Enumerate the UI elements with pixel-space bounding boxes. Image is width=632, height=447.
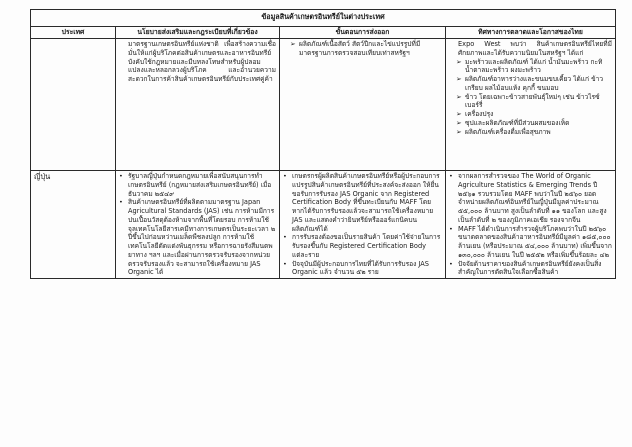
export-cell (280, 39, 446, 171)
list-item (119, 198, 276, 277)
list-item-text: ปัจจัยด้านราคาของสินค้าเกษตรอินทรีย์ยังคงเป็นสิ่งสำคัญในการตัดสินใจเลือกซื้อสินค้า (458, 259, 602, 277)
list-item-text: การรับรองต้องขอเป็นรายสินค้า โดยค่าใช้จ่ายในการรับรองขึ้นกับ Registered Certification Body แต่ละราย (292, 233, 441, 259)
list-item (449, 172, 612, 225)
list-item (449, 128, 612, 137)
list-item-text: มะพร้าวและผลิตภัณฑ์ ได้แก่ น้ำมันมะพร้าว กะทิ น้ำตาลมะพร้าว ผงมะพร้าว (465, 57, 603, 75)
list-item-text: ซุปและผลิตภัณฑ์ที่มีส่วนผสมของเห็ด (465, 118, 570, 127)
export-cell (280, 171, 446, 279)
policy-cell (116, 171, 280, 279)
table-row (31, 171, 616, 279)
trends-cell (446, 39, 616, 171)
export-list (283, 172, 442, 277)
bullet-icon: • (449, 259, 453, 268)
list-item-text: ข้าว โดยเฉพาะข้าวสายพันธุ์ใหม่ๆ เช่น ข้าวไรซ์เบอร์รี่ (465, 92, 600, 110)
list-item-text: รัฐบาลญี่ปุ่นกำหนดกฎหมายเพื่อสนับสนุนการทำเกษตรอินทรีย์ (กฎหมายส่งเสริมเกษตรอินทรีย์) เมื่อธันวาคม ๒๕๔๙ (128, 172, 272, 198)
arrow-bullet-icon: ➢ (456, 75, 462, 84)
list-item (283, 172, 442, 233)
list-item-text: เกษตรกรผู้ผลิตสินค้าเกษตรอินทรีย์หรือผู้ประกอบการแปรรูปสินค้าเกษตรอินทรีย์ที่ประสงค์จะส่งออก ให้ยื่นขอรับการรับรอง JAS Organic จาก Registered Certification Body ที่ขึ้นทะเบียนกับ MAFF โดยหากได้รับการรับรองแล้วจะสามารถใช้เครื่องหมาย JAS และแสดงคำว่ายินทรีย์หรือออร์แกนิคบนผลิตภัณฑ์ได้ (292, 172, 440, 233)
header-export: ขั้นตอนการส่งออก (280, 27, 446, 39)
list-item (449, 225, 612, 260)
arrow-bullet-icon: ➢ (290, 40, 296, 49)
bullet-icon: • (283, 259, 287, 268)
trends-list (449, 58, 612, 137)
bullet-icon: • (283, 233, 287, 242)
list-item (119, 172, 276, 198)
list-item (283, 40, 442, 58)
bullet-icon: • (283, 172, 287, 181)
list-item (449, 119, 612, 128)
list-item-text: สินค้าเกษตรอินทรีย์ที่ผลิตตามมาตรฐาน Japan Agricultural Standards (JAS) เช่น การห้ามมีการปนเปื้อนวัสดุต้องห้ามจากพื้นที่โดยรอบ การห้ามใช้จุลเทคโนโลยีสารเคมีทางการเกษตรเป็นระยะเวลา ๒ ปีขึ้นไปก่อนหว่านเมล็ดพืชลงปลูก การห้ามใช้เทคโนโลยีตัดแต่งพันธุกรรม หรือการฉายรังสีมนตพยาทาง ฯลฯ และเมื่อผ่านการตรวจรับรองจากหน่วยตรวจรับรองแล้ว จะสามารถใช้เครื่องหมาย JAS Organic ได้ (128, 198, 276, 277)
arrow-bullet-icon: ➢ (456, 110, 462, 119)
list-item (449, 75, 612, 93)
bullet-icon: • (449, 172, 453, 181)
list-item-text: เครื่องปรุง (465, 110, 494, 119)
table-row (31, 39, 616, 171)
list-item-text: ผลิตภัณฑ์เนื้อสัตว์ สัตว์ปีกและไข่แปรรูปที่มีมาตรฐานการตรวจสอบเทียบเท่าสหรัฐฯ (299, 40, 421, 57)
list-item-text: จากผลการสำรวจของ The World of Organic Agriculture Statistics & Emerging Trends ปี ๒๕๖๑ รวบรวมโดย MAFF พบว่าในปี ๒๕๖๐ ยอดจำหน่ายผลิตภัณฑ์อินทรีย์ในญี่ปุ่นมีมูลค่าประมาณ ๕๕,๐๐๐ ล้านบาท สูงเป็นลำดับที่ ๑๑ ของโลก และสูงเป็นลำดับที่ ๒ ของภูมิภาคเอเชีย รองจากจีน (458, 172, 607, 224)
list-item-text: ผลิตภัณฑ์เครื่องดื่มเพื่อสุขภาพ (465, 127, 551, 136)
policy-text: มาตรฐานเกษตรอินทรีย์แห่งชาติ เพื่อสร้างความเชื่อมั่นให้แก่ผู้บริโภคต่อสินค้าเกษตรและอาหารอินทรีย์ บังคับใช้กฎหมายและมีบทลงโทษสำหรับผู้ปลอมแปลงและหลอกลวงผู้บริโภค และอำนวยความสะดวกในการค้าสินค้าเกษตรอินทรีย์กับประเทศคู่ค้า (128, 40, 276, 84)
country-cell (31, 39, 116, 171)
export-list (283, 40, 442, 58)
list-item-text: ปัจจุบันมีผู้ประกอบการไทยที่ได้รับการรับรอง JAS Organic แล้ว จำนวน ๕๒ ราย (292, 259, 429, 277)
header-country: ประเทศ (31, 27, 116, 39)
list-item (449, 58, 612, 76)
policy-cell (116, 39, 280, 171)
policy-list (119, 172, 276, 277)
list-item-text: MAFF ได้ดำเนินการสำรวจผู้บริโภคพบว่าในปี ๒๕๖๐ ขนาดตลาดของสินค้าอาหารอินทรีย์มีมูลค่า ๑๘๕,๐๐๐ ล้านเยน (หรือประมาณ ๕๔,๐๐๐ ล้านบาท) เพิ่มขึ้นจาก ๑๓๐,๐๐๐ ล้านเยน ในปี ๒๕๕๒ หรือเพิ่มขึ้นร้อยละ ๔๒ (458, 224, 612, 259)
arrow-bullet-icon: ➢ (456, 92, 462, 101)
table-title: ข้อมูลสินค้าเกษตรอินทรีย์ในต่างประเทศ (31, 10, 616, 27)
arrow-bullet-icon: ➢ (456, 127, 462, 136)
country-cell: ญี่ปุ่น (31, 171, 116, 279)
bullet-icon: • (119, 198, 123, 207)
list-item (449, 260, 612, 278)
bullet-icon: • (119, 172, 123, 181)
arrow-bullet-icon: ➢ (456, 57, 462, 66)
organic-info-table (30, 9, 616, 279)
list-item (449, 110, 612, 119)
list-item (283, 233, 442, 259)
header-trends: ทิศทางการตลาดและโอกาสของไทย (446, 27, 616, 39)
bullet-icon: • (449, 224, 453, 233)
trends-intro: Expo West พบว่า สินค้าเกษตรอินทรีย์ไทยที่มีศักยภาพและได้รับความนิยมในสหรัฐฯ ได้แก่ (458, 40, 612, 57)
list-item-text: ผลิตภัณฑ์อาหารว่างและขนมขบเคี้ยว ได้แก่ ข้าวเกรียบ ผลไม้อบแห้ง คุกกี้ ขนมอบ (465, 75, 604, 92)
list-item (283, 260, 442, 278)
trends-cell (446, 171, 616, 279)
list-item (449, 93, 612, 111)
arrow-bullet-icon: ➢ (456, 118, 462, 127)
header-policy: นโยบายส่งเสริมและกฎระเบียบที่เกี่ยวข้อง (116, 27, 280, 39)
trends-list (449, 172, 612, 277)
